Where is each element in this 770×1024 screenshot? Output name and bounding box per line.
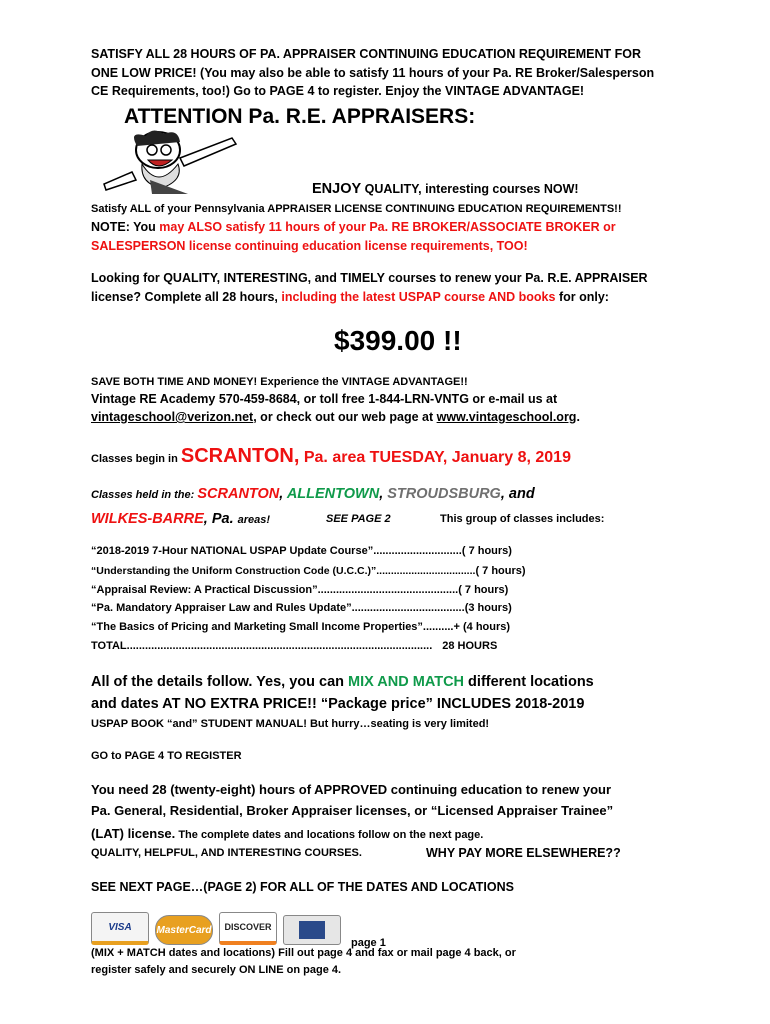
need-lat: (LAT) license. <box>91 826 176 841</box>
page-number: page 1 <box>351 937 386 949</box>
course-hours: (3 hours) <box>464 602 512 614</box>
footer-line-2: register safely and securely ON LINE on page 4. <box>91 964 342 976</box>
go-register: GO to PAGE 4 TO REGISTER <box>91 750 242 762</box>
course-name: “The Basics of Pricing and Marketing Small Income Properties”..........+ <box>91 621 460 633</box>
intro-line-2: ONE LOW PRICE! (You may also be able to satisfy 11 hours of your Pa. RE Broker/Salesperson <box>91 66 655 80</box>
classes-begin-city: SCRANTON, <box>180 445 300 467</box>
mix-and-match: MIX AND MATCH <box>348 674 465 690</box>
classes-begin-rest: Pa. area TUESDAY, January 8, 2019 <box>299 449 571 466</box>
intro-line-1: SATISFY ALL 28 HOURS OF PA. APPRAISER CONTINUING EDUCATION REQUIREMENT FOR <box>91 47 642 61</box>
looking-line-2 <box>91 291 609 304</box>
course-name: “Appraisal Review: A Practical Discussion”.............................................. <box>91 584 459 596</box>
city-allentown: ALLENTOWN <box>286 486 380 502</box>
looking-post: for only: <box>555 290 609 304</box>
contact-end: . <box>576 410 580 424</box>
course-name: “2018-2019 7-Hour NATIONAL USPAP Update Course”............................. <box>91 545 462 557</box>
need-line-2: Pa. General, Residential, Broker Appraiser licenses, or “Licensed Appraiser Trainee” <box>91 803 614 818</box>
course-hours: ( 7 hours) <box>461 545 512 557</box>
held-areas: areas! <box>237 514 271 526</box>
footer-line-1: (MIX + MATCH dates and locations) Fill out page 4 and fax or mail page 4 back, or <box>91 947 516 959</box>
held-sep-2: , <box>379 486 388 502</box>
visa-card-icon <box>91 912 149 945</box>
email-link[interactable]: vintageschool@verizon.net <box>91 410 254 424</box>
course-row-1 <box>91 546 512 557</box>
mastercard-icon <box>155 915 213 945</box>
see-page-2: SEE PAGE 2 <box>326 513 391 525</box>
website-link[interactable]: www.vintageschool.org <box>436 410 577 424</box>
city-scranton: SCRANTON <box>197 486 280 502</box>
contact-line-1: SAVE BOTH TIME AND MONEY! Experience the VINTAGE ADVANTAGE!! <box>91 376 468 388</box>
course-row-4 <box>91 603 512 614</box>
cartoon-professor-illustration <box>92 128 252 196</box>
held-sep-1: , <box>279 486 287 502</box>
contact-line-3 <box>91 411 580 424</box>
looking-line-1: Looking for QUALITY, INTERESTING, and TIMELY courses to renew your Pa. R.E. APPRAISER <box>91 271 648 285</box>
course-hours: 28 HOURS <box>442 640 498 652</box>
enjoy-line <box>312 181 579 197</box>
held-line-2 <box>91 511 270 527</box>
course-name: “Understanding the Uniform Construction Code (U.C.C.)”.................................. <box>91 565 476 577</box>
note-red-1: may ALSO satisfy 11 hours of your Pa. RE BROKER/ASSOCIATE BROKER or <box>159 220 616 234</box>
details-line-2: and dates AT NO EXTRA PRICE!! “Package price” INCLUDES 2018-2019 <box>91 696 585 712</box>
course-hours: ( 7 hours) <box>458 584 509 596</box>
need-line-1: You need 28 (twenty-eight) hours of APPROVED continuing education to renew your <box>91 782 612 797</box>
city-stroudsburg: STROUDSBURG <box>387 486 501 502</box>
course-row-5 <box>91 622 510 633</box>
held-pre: Classes held in the: <box>91 489 198 501</box>
intro-line-3: CE Requirements, too!) Go to PAGE 4 to register. Enjoy the VINTAGE ADVANTAGE! <box>91 84 585 98</box>
payment-cards <box>91 912 386 949</box>
course-name: “Pa. Mandatory Appraiser Law and Rules Update”..................................... <box>91 602 465 614</box>
page-heading: ATTENTION Pa. R.E. APPRAISERS: <box>124 105 476 128</box>
course-row-3 <box>91 585 508 596</box>
held-pa: , Pa. <box>203 511 238 527</box>
course-hours: (4 hours) <box>459 621 511 633</box>
course-name: TOTAL.................................................................................................... <box>91 640 433 652</box>
card-label: MasterCard <box>156 924 212 936</box>
details-line-1 <box>91 675 594 690</box>
contact-mid: , or check out our web page at <box>253 410 437 424</box>
course-total-row <box>91 641 497 652</box>
enjoy-word: ENJOY <box>312 181 362 197</box>
held-and: , and <box>500 486 535 502</box>
contact-line-2: Vintage RE Academy 570-459-8684, or toll free 1-844-LRN-VNTG or e-mail us at <box>91 392 558 406</box>
course-row-2 <box>91 566 526 577</box>
classes-begin-line <box>91 446 571 466</box>
need-line-4a: QUALITY, HELPFUL, AND INTERESTING COURSES. <box>91 847 362 859</box>
course-hours: ( 7 hours) <box>475 565 526 577</box>
details-pre: All of the details follow. Yes, you can <box>91 674 349 690</box>
need-line-3 <box>91 826 483 842</box>
city-wilkes-barre: WILKES-BARRE <box>91 511 204 527</box>
see-next-page: SEE NEXT PAGE…(PAGE 2) FOR ALL OF THE DATES AND LOCATIONS <box>91 880 514 894</box>
need-follow: The complete dates and locations follow on the next page. <box>175 829 484 841</box>
held-line-1 <box>91 486 535 502</box>
note-prefix: NOTE: You <box>91 220 160 234</box>
need-line-4b: WHY PAY MORE ELSEWHERE?? <box>426 846 621 860</box>
card-label: DISCOVER <box>224 922 272 932</box>
amex-card-icon <box>283 915 341 945</box>
discover-card-icon <box>219 912 277 945</box>
looking-pre: license? Complete all 28 hours, <box>91 290 282 304</box>
details-line-3: USPAP BOOK “and” STUDENT MANUAL! But hurry…seating is very limited! <box>91 718 490 730</box>
price: $399.00 !! <box>334 325 462 356</box>
note-line-1 <box>91 221 616 234</box>
amex-box <box>299 921 325 939</box>
enjoy-rest: QUALITY, interesting courses NOW! <box>361 182 579 196</box>
card-label: VISA <box>108 921 132 933</box>
note-line-2: SALESPERSON license continuing education license requirements, TOO! <box>91 239 528 253</box>
satisfy-all-line: Satisfy ALL of your Pennsylvania APPRAISER LICENSE CONTINUING EDUCATION REQUIREMENTS!! <box>91 203 622 215</box>
classes-begin-pre: Classes begin in <box>91 453 181 465</box>
details-post: different locations <box>464 674 594 690</box>
looking-red: including the latest USPAP course AND books <box>281 290 556 304</box>
group-includes: This group of classes includes: <box>440 513 605 525</box>
